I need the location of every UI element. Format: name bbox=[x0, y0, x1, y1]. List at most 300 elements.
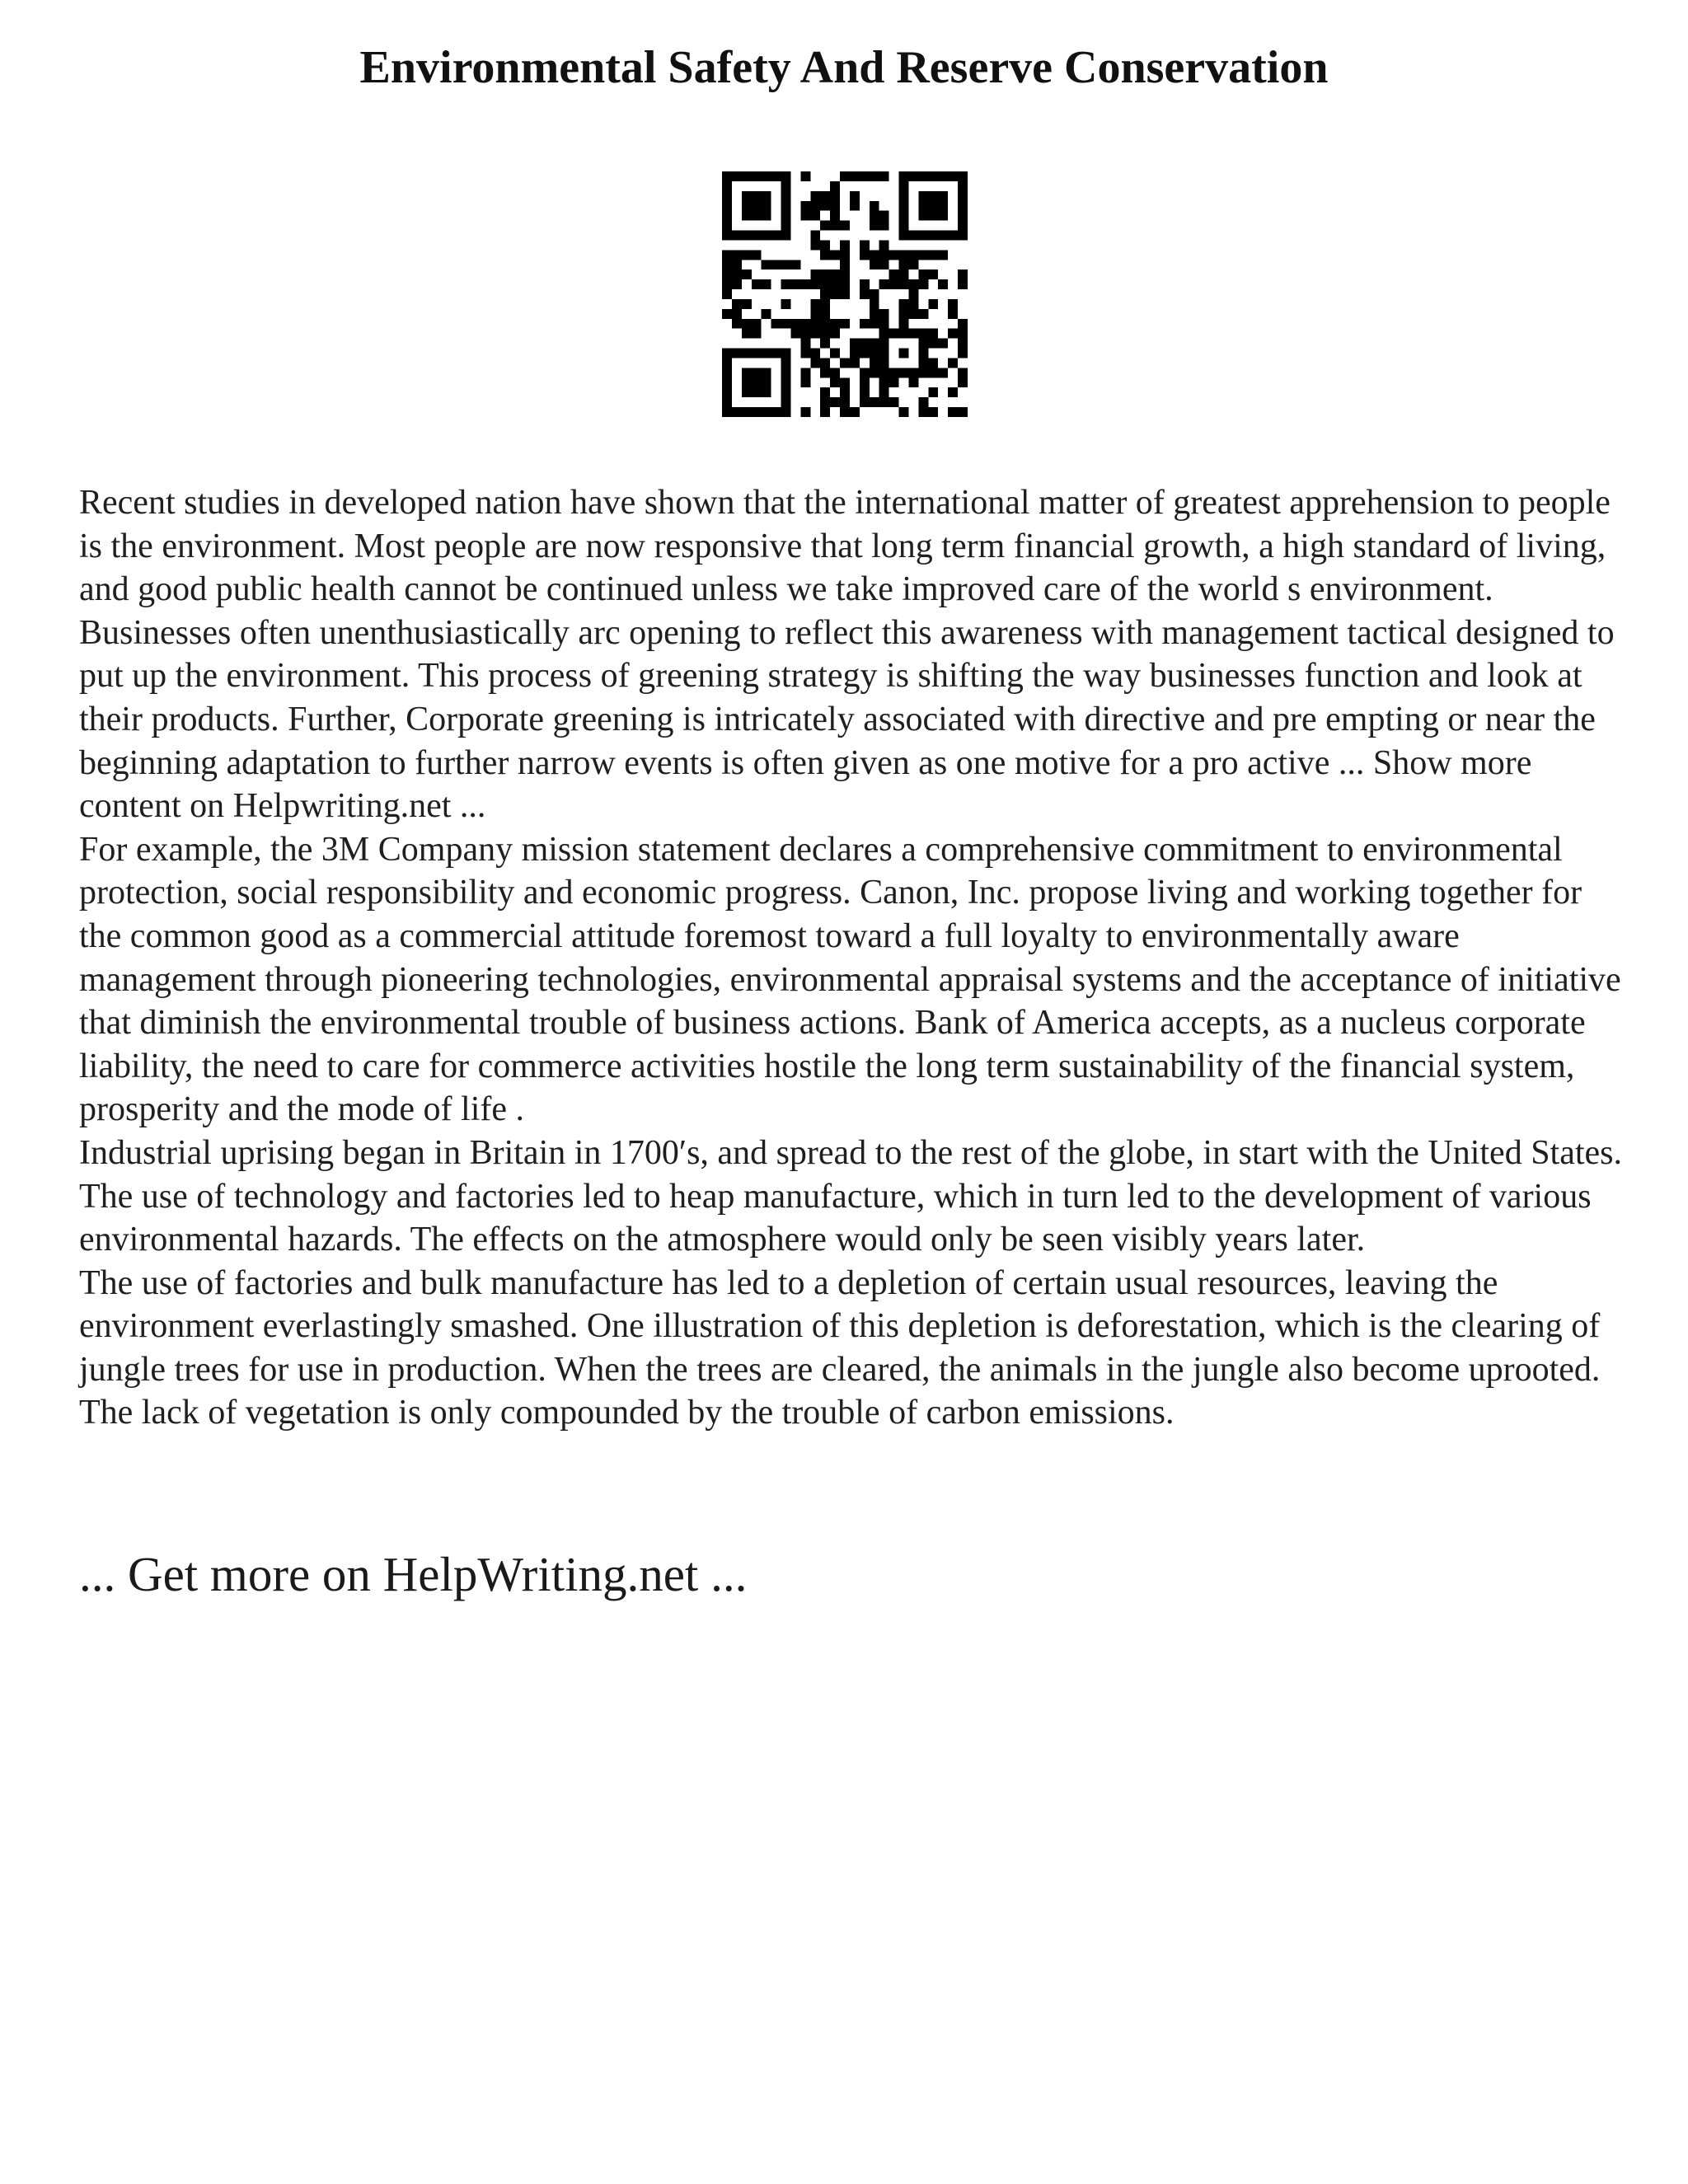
qr-module bbox=[790, 279, 800, 289]
article-body bbox=[79, 481, 1629, 1435]
qr-module bbox=[879, 211, 889, 221]
qr-module bbox=[928, 250, 938, 260]
qr-module bbox=[860, 171, 870, 181]
qr-module bbox=[879, 279, 889, 289]
qr-module bbox=[860, 387, 870, 397]
qr-module bbox=[752, 329, 762, 339]
qr-module bbox=[860, 349, 870, 359]
qr-module bbox=[879, 221, 889, 231]
qr-module bbox=[879, 377, 889, 387]
qr-module bbox=[820, 289, 830, 299]
qr-module bbox=[958, 279, 968, 289]
qr-module bbox=[958, 269, 968, 279]
qr-module bbox=[762, 231, 771, 241]
qr-module bbox=[830, 181, 840, 191]
qr-module bbox=[752, 279, 762, 289]
qr-module bbox=[850, 191, 860, 201]
qr-module bbox=[722, 377, 732, 387]
qr-module bbox=[781, 231, 791, 241]
qr-module bbox=[781, 260, 791, 269]
qr-module bbox=[722, 387, 732, 397]
qr-module bbox=[830, 368, 840, 377]
qr-module bbox=[958, 319, 968, 329]
qr-module bbox=[928, 407, 938, 417]
qr-module bbox=[918, 250, 928, 260]
qr-module bbox=[810, 191, 820, 201]
qr-module bbox=[800, 171, 810, 181]
qr-module bbox=[918, 358, 928, 368]
qr-module bbox=[860, 377, 870, 387]
qr-module bbox=[928, 201, 938, 211]
qr-module bbox=[879, 368, 889, 377]
qr-module bbox=[840, 240, 850, 250]
qr-module bbox=[800, 349, 810, 359]
qr-module bbox=[889, 269, 899, 279]
qr-module bbox=[840, 319, 850, 329]
qr-module bbox=[958, 191, 968, 201]
qr-module bbox=[850, 339, 860, 349]
qr-module bbox=[938, 231, 948, 241]
qr-module bbox=[899, 171, 909, 181]
qr-module bbox=[771, 319, 781, 329]
qr-module bbox=[752, 250, 762, 260]
qr-module bbox=[958, 221, 968, 231]
qr-module bbox=[722, 191, 732, 201]
qr-module bbox=[781, 387, 791, 397]
qr-module bbox=[742, 171, 752, 181]
qr-module bbox=[918, 349, 928, 359]
qr-module bbox=[938, 171, 948, 181]
qr-module bbox=[879, 349, 889, 359]
qr-module bbox=[722, 250, 732, 260]
qr-module bbox=[889, 397, 899, 407]
qr-module bbox=[908, 289, 918, 299]
qr-module bbox=[899, 201, 909, 211]
qr-module bbox=[908, 309, 918, 319]
qr-module bbox=[830, 250, 840, 260]
qr-module bbox=[722, 269, 732, 279]
qr-module bbox=[830, 319, 840, 329]
qr-module bbox=[830, 221, 840, 231]
qr-module bbox=[830, 191, 840, 201]
qr-module bbox=[948, 407, 958, 417]
qr-module bbox=[870, 201, 879, 211]
qr-module bbox=[742, 349, 752, 359]
qr-module bbox=[908, 377, 918, 387]
qr-module bbox=[918, 309, 928, 319]
qr-module bbox=[742, 250, 752, 260]
qr-module bbox=[722, 397, 732, 407]
qr-module bbox=[771, 260, 781, 269]
qr-module bbox=[928, 339, 938, 349]
qr-module bbox=[850, 407, 860, 417]
qr-module bbox=[752, 171, 762, 181]
qr-module bbox=[889, 368, 899, 377]
qr-module bbox=[820, 387, 830, 397]
qr-module bbox=[908, 231, 918, 241]
qr-module bbox=[938, 191, 948, 201]
qr-module bbox=[928, 171, 938, 181]
qr-module bbox=[810, 329, 820, 339]
qr-module bbox=[732, 319, 742, 329]
qr-module bbox=[899, 319, 909, 329]
qr-module bbox=[830, 269, 840, 279]
qr-module bbox=[860, 250, 870, 260]
qr-module bbox=[938, 279, 948, 289]
qr-module bbox=[860, 339, 870, 349]
qr-module bbox=[870, 368, 879, 377]
qr-module bbox=[781, 358, 791, 368]
qr-module bbox=[742, 299, 752, 309]
qr-module bbox=[722, 171, 732, 181]
qr-module bbox=[899, 191, 909, 201]
qr-module bbox=[870, 397, 879, 407]
qr-module bbox=[810, 279, 820, 289]
qr-module bbox=[899, 269, 909, 279]
qr-module bbox=[899, 250, 909, 260]
qr-module bbox=[752, 211, 762, 221]
qr-module bbox=[771, 349, 781, 359]
qr-module bbox=[810, 269, 820, 279]
qr-module bbox=[958, 211, 968, 221]
qr-module bbox=[742, 201, 752, 211]
qr-module bbox=[840, 407, 850, 417]
paragraph-1: Recent studies in developed nation have shown that the international matter of greatest apprehension to people is the environment. Most people are now responsive that long term financial growth, a high standard of living, and good public health cannot be continued unless we take improved care of the world s environment. Businesses often unenthusiastically arc opening to reflect this awareness with management tactical designed to put up the environment. This process of greening strategy is shifting the way businesses function and look at their products. Further, Corporate greening is intricately associated with directive and pre empting or near the beginning adaptation to further narrow events is often given as one motive for a pro active ... Show more content on Helpwriting.net ... bbox=[79, 484, 1615, 826]
qr-module bbox=[860, 368, 870, 377]
qr-module bbox=[948, 358, 958, 368]
qr-module bbox=[870, 319, 879, 329]
qr-module bbox=[820, 201, 830, 211]
qr-module bbox=[742, 329, 752, 339]
qr-module bbox=[879, 171, 889, 181]
qr-module bbox=[958, 377, 968, 387]
qr-module bbox=[810, 358, 820, 368]
qr-module bbox=[771, 231, 781, 241]
qr-module bbox=[732, 250, 742, 260]
qr-module bbox=[810, 309, 820, 319]
qr-module bbox=[879, 329, 889, 339]
qr-module bbox=[742, 387, 752, 397]
qr-module bbox=[722, 349, 732, 359]
qr-module bbox=[948, 171, 958, 181]
qr-module bbox=[790, 319, 800, 329]
qr-module bbox=[928, 299, 938, 309]
qr-module bbox=[889, 279, 899, 289]
qr-module bbox=[918, 211, 928, 221]
qr-module bbox=[800, 339, 810, 349]
qr-module bbox=[870, 211, 879, 221]
qr-module bbox=[928, 231, 938, 241]
qr-module bbox=[752, 319, 762, 329]
paragraph-5: The lack of vegetation is only compounded by the trouble of carbon emissions. bbox=[79, 1394, 1175, 1432]
qr-module bbox=[762, 191, 771, 201]
qr-module bbox=[928, 269, 938, 279]
qr-module bbox=[742, 231, 752, 241]
qr-module bbox=[870, 358, 879, 368]
qr-module bbox=[762, 309, 771, 319]
qr-module bbox=[918, 368, 928, 377]
qr-module bbox=[870, 250, 879, 260]
qr-module bbox=[870, 221, 879, 231]
qr-module bbox=[879, 240, 889, 250]
qr-module bbox=[722, 368, 732, 377]
qr-module bbox=[820, 299, 830, 309]
qr-module bbox=[860, 319, 870, 329]
qr-module bbox=[860, 240, 870, 250]
qr-module bbox=[762, 260, 771, 269]
qr-module bbox=[899, 407, 909, 417]
paragraph-4: The use of factories and bulk manufacture has led to a depletion of certain usual resources, leaving the environment everlastingly smashed. One illustration of this depletion is deforestation, which is the clearing of jungle trees for use in production. When the trees are cleared, the animals in the jungle also become uprooted. bbox=[79, 1263, 1601, 1389]
qr-module bbox=[948, 309, 958, 319]
qr-module bbox=[938, 368, 948, 377]
qr-module bbox=[870, 349, 879, 359]
qr-module bbox=[879, 358, 889, 368]
qr-module bbox=[781, 211, 791, 221]
qr-module bbox=[928, 358, 938, 368]
qr-module bbox=[722, 201, 732, 211]
qr-module bbox=[938, 339, 948, 349]
qr-module bbox=[928, 329, 938, 339]
qr-module bbox=[870, 309, 879, 319]
qr-module bbox=[781, 221, 791, 231]
qr-module bbox=[752, 377, 762, 387]
qr-module bbox=[918, 397, 928, 407]
qr-module bbox=[918, 339, 928, 349]
qr-module bbox=[870, 339, 879, 349]
qr-module bbox=[918, 269, 928, 279]
qr-module bbox=[908, 279, 918, 289]
qr-module bbox=[752, 349, 762, 359]
qr-module bbox=[742, 211, 752, 221]
qr-module bbox=[820, 319, 830, 329]
qr-module bbox=[938, 211, 948, 221]
qr-module bbox=[781, 171, 791, 181]
qr-module bbox=[908, 260, 918, 269]
qr-module bbox=[958, 201, 968, 211]
qr-module bbox=[800, 377, 810, 387]
qr-module bbox=[820, 279, 830, 289]
qr-module bbox=[722, 181, 732, 191]
qr-module bbox=[722, 289, 732, 299]
qr-module bbox=[918, 231, 928, 241]
qr-module bbox=[762, 387, 771, 397]
qr-module bbox=[820, 407, 830, 417]
qr-module bbox=[820, 358, 830, 368]
qr-module bbox=[722, 309, 732, 319]
qr-module bbox=[899, 309, 909, 319]
qr-module bbox=[781, 349, 791, 359]
qr-module bbox=[722, 358, 732, 368]
qr-module bbox=[762, 211, 771, 221]
qr-module bbox=[840, 358, 850, 368]
qr-module bbox=[800, 368, 810, 377]
qr-module bbox=[840, 250, 850, 260]
qr-module bbox=[810, 299, 820, 309]
qr-module bbox=[781, 299, 791, 309]
qr-module bbox=[908, 171, 918, 181]
qr-module bbox=[860, 279, 870, 289]
qr-module bbox=[958, 368, 968, 377]
qr-module bbox=[850, 349, 860, 359]
qr-module bbox=[820, 339, 830, 349]
qr-module bbox=[899, 260, 909, 269]
qr-module bbox=[722, 231, 732, 241]
qr-module bbox=[752, 387, 762, 397]
qr-module bbox=[752, 201, 762, 211]
qr-module bbox=[732, 309, 742, 319]
qr-module bbox=[840, 171, 850, 181]
qr-module bbox=[918, 191, 928, 201]
qr-module bbox=[850, 171, 860, 181]
qr-module bbox=[879, 339, 889, 349]
qr-module bbox=[958, 171, 968, 181]
qr-module bbox=[800, 329, 810, 339]
qr-module bbox=[948, 329, 958, 339]
qr-module bbox=[899, 349, 909, 359]
qr-module bbox=[742, 269, 752, 279]
qr-module bbox=[840, 260, 850, 269]
qr-module bbox=[879, 250, 889, 260]
qr-module bbox=[928, 191, 938, 201]
qr-module bbox=[840, 279, 850, 289]
qr-module bbox=[870, 260, 879, 269]
qr-module bbox=[889, 329, 899, 339]
qr-module bbox=[938, 250, 948, 260]
qr-module bbox=[840, 289, 850, 299]
qr-module bbox=[850, 201, 860, 211]
qr-module bbox=[948, 387, 958, 397]
qr-module bbox=[830, 211, 840, 221]
qr-module bbox=[820, 250, 830, 260]
qr-module bbox=[732, 279, 742, 289]
qr-module bbox=[899, 368, 909, 377]
qr-module bbox=[742, 377, 752, 387]
qr-module bbox=[918, 279, 928, 289]
get-more-link[interactable]: ... Get more on HelpWriting.net ... bbox=[79, 1547, 748, 1601]
qr-module bbox=[830, 201, 840, 211]
qr-module bbox=[879, 397, 889, 407]
qr-module bbox=[879, 309, 889, 319]
qr-module bbox=[850, 358, 860, 368]
qr-module bbox=[820, 397, 830, 407]
qr-module bbox=[781, 279, 791, 289]
qr-module bbox=[958, 407, 968, 417]
qr-module bbox=[928, 387, 938, 397]
qr-module bbox=[918, 171, 928, 181]
qr-module bbox=[860, 289, 870, 299]
qr-module bbox=[722, 260, 732, 269]
qr-module bbox=[958, 181, 968, 191]
qr-module bbox=[722, 211, 732, 221]
qr-module bbox=[781, 191, 791, 201]
qr-module bbox=[732, 260, 742, 269]
qr-module bbox=[830, 289, 840, 299]
qr-module bbox=[820, 191, 830, 201]
qr-module bbox=[781, 377, 791, 387]
qr-module bbox=[889, 377, 899, 387]
qr-module bbox=[810, 201, 820, 211]
qr-module bbox=[840, 377, 850, 387]
qr-module bbox=[879, 319, 889, 329]
qr-module bbox=[899, 279, 909, 289]
qr-module bbox=[958, 339, 968, 349]
qr-module bbox=[820, 240, 830, 250]
qr-module bbox=[820, 221, 830, 231]
qr-module bbox=[840, 269, 850, 279]
qr-module bbox=[830, 397, 840, 407]
qr-module bbox=[742, 407, 752, 417]
paragraph-3: Industrial uprising began in Britain in 1700′s, and spread to the rest of the globe, in start with the United States. The use of technology and factories led to heap manufacture, which in turn led to the development of various environmental hazards. The effects on the atmosphere would only be seen visibly years later. bbox=[79, 1133, 1623, 1259]
qr-module bbox=[810, 349, 820, 359]
qr-module bbox=[732, 349, 742, 359]
qr-module bbox=[830, 329, 840, 339]
qr-module bbox=[879, 260, 889, 269]
qr-module bbox=[722, 279, 732, 289]
qr-module bbox=[732, 269, 742, 279]
qr-module bbox=[908, 329, 918, 339]
qr-module bbox=[830, 349, 840, 359]
qr-module bbox=[918, 201, 928, 211]
qr-module bbox=[899, 181, 909, 191]
qr-module bbox=[810, 240, 820, 250]
qr-module bbox=[870, 299, 879, 309]
qr-module bbox=[800, 407, 810, 417]
qr-module bbox=[879, 387, 889, 397]
qr-module bbox=[899, 299, 909, 309]
qr-module bbox=[948, 299, 958, 309]
qr-module bbox=[918, 329, 928, 339]
qr-module bbox=[810, 319, 820, 329]
paragraph-2: For example, the 3M Company mission statement declares a comprehensive commitment to environmental protection, social responsibility and economic progress. Canon, Inc. propose living and working together for the common good as a commercial attitude foremost toward a full loyalty to environmentally aware management through pioneering technologies, environmental appraisal systems and the acceptance of initiative that diminish the environmental trouble of business actions. Bank of America accepts, as a nucleus corporate liability, the need to care for commerce activities hostile the long term sustainability of the financial system, prosperity and the mode of life . bbox=[79, 830, 1621, 1129]
qr-module bbox=[752, 191, 762, 201]
qr-module bbox=[928, 211, 938, 221]
qr-module bbox=[899, 231, 909, 241]
qr-module bbox=[958, 231, 968, 241]
qr-module bbox=[820, 368, 830, 377]
qr-module bbox=[722, 221, 732, 231]
qr-module bbox=[752, 368, 762, 377]
qr-module bbox=[762, 171, 771, 181]
qr-module bbox=[762, 201, 771, 211]
qr-module bbox=[908, 368, 918, 377]
qr-module bbox=[771, 171, 781, 181]
qr-module bbox=[790, 329, 800, 339]
qr-module bbox=[870, 171, 879, 181]
qr-module bbox=[908, 299, 918, 309]
qr-module bbox=[800, 319, 810, 329]
qr-module bbox=[948, 231, 958, 241]
qr-module bbox=[742, 319, 752, 329]
qr-code-icon[interactable] bbox=[722, 171, 968, 417]
qr-module bbox=[810, 231, 820, 241]
qr-module bbox=[830, 279, 840, 289]
qr-module bbox=[732, 407, 742, 417]
qr-module bbox=[722, 407, 732, 417]
qr-module bbox=[781, 181, 791, 191]
qr-module bbox=[762, 407, 771, 417]
qr-module bbox=[870, 289, 879, 299]
qr-module bbox=[938, 201, 948, 211]
qr-module bbox=[762, 349, 771, 359]
qr-module bbox=[820, 269, 830, 279]
qr-module bbox=[781, 368, 791, 377]
qr-module bbox=[732, 171, 742, 181]
qr-module bbox=[800, 279, 810, 289]
qr-module bbox=[781, 397, 791, 407]
qr-module bbox=[958, 329, 968, 339]
qr-module bbox=[928, 368, 938, 377]
qr-module bbox=[918, 407, 928, 417]
